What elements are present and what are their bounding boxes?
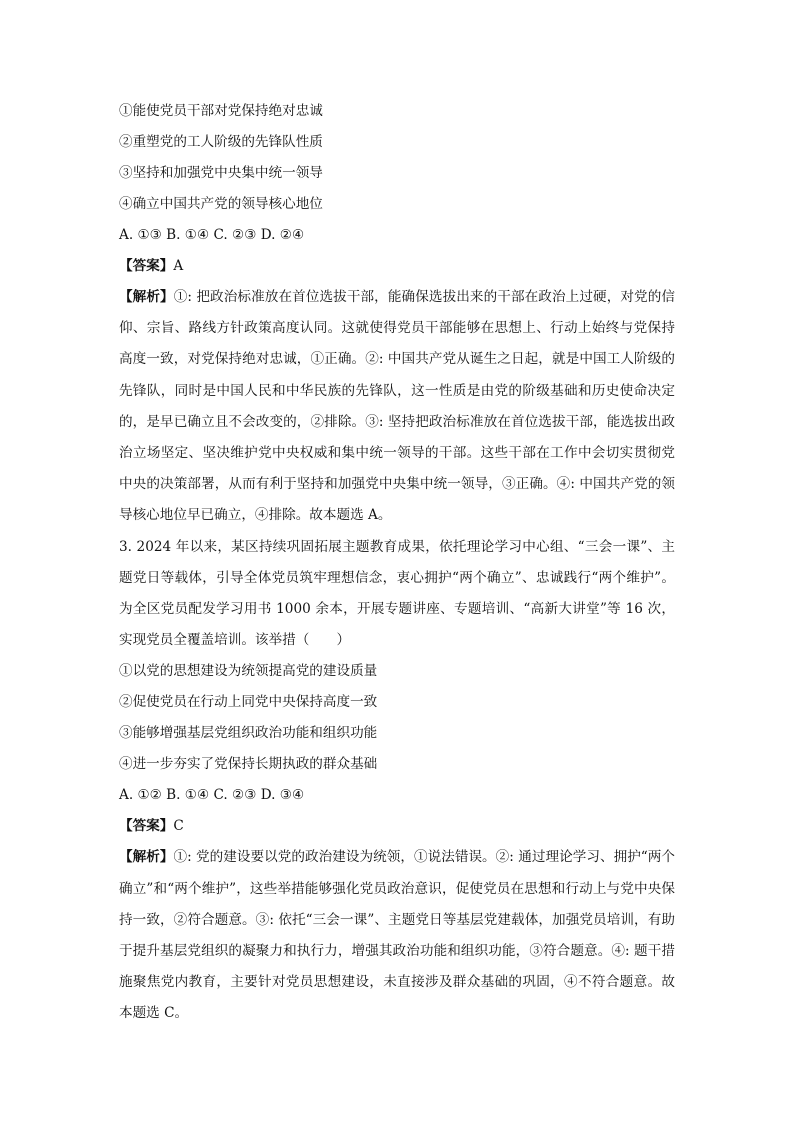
q2-answer (119, 251, 675, 282)
analysis-label: 【解析】 (119, 849, 174, 866)
analysis-text: ①: 党的建设要以党的政治建设为统领，①说法错误。②: 通过理论学习、拥护“两个确立”和“两个维护”，这些举措能够强化党员政治意识，促使党员在思想和行动上与党中央保持一致，②符合题意。③: 依托“三会一课”、主题党日等基层党建载体，加强党员培训，有助于提升基层党组织的凝聚力和执行力，增强其政治功能和组织功能，③符合题意。④: 题干措施聚焦党内教育，主要针对党员思想建设，未直接涉及群众基础的巩固，④不符合题意。故本题选 C。 (119, 849, 676, 1022)
q3-analysis (119, 842, 675, 1029)
q3-answer (119, 811, 675, 842)
q3-item-2: ②促使党员在行动上同党中央保持高度一致 (119, 694, 378, 711)
answer-label: 【答案】 (119, 818, 174, 835)
answer-value: C (173, 818, 184, 835)
q2-analysis (119, 282, 675, 532)
document-page (119, 96, 675, 1030)
q2-item-1: ①能使党员干部对党保持绝对忠诚 (119, 103, 323, 119)
q2-options: A. ①③ B. ①④ C. ②③ D. ②④ (119, 227, 305, 243)
answer-value: A (173, 258, 184, 274)
q2-item-4: ④确立中国共产党的领导核心地位 (119, 196, 323, 212)
q2-item-2: ②重塑党的工人阶级的先锋队性质 (119, 134, 323, 150)
q3-item-4: ④进一步夯实了党保持长期执政的群众基础 (119, 756, 378, 773)
q2-item-3: ③坚持和加强党中央集中统一领导 (119, 165, 323, 181)
q3-item-3: ③能够增强基层党组织政治功能和组织功能 (119, 725, 378, 742)
q3-stem: 3. 2024 年以来，某区持续巩固拓展主题教育成果，依托理论学习中心组、“三会一课”、主题党日等载体，引导全体党员筑牢理想信念，衷心拥护“两个确立”、忠诚践行“两个维护”。为全区党员配发学习用书 1000 余本，开展专题讲座、专题培训、“高新大讲堂”等 16 次，实现党员全覆盖培训。该举措（ ） (119, 538, 675, 649)
analysis-label: 【解析】 (119, 289, 174, 305)
q3-options: A. ①② B. ①④ C. ②③ D. ③④ (119, 787, 305, 804)
q3-item-1: ①以党的思想建设为统领提高党的建设质量 (119, 663, 378, 680)
analysis-text: ①: 把政治标准放在首位选拔干部，能确保选拔出来的干部在政治上过硬，对党的信仰、宗旨、路线方针政策高度认同。这就使得党员干部能够在思想上、行动上始终与党保持高度一致，对党保持绝对忠诚，①正确。②: 中国共产党从诞生之日起，就是中国工人阶级的先锋队，同时是中国人民和中华民族的先锋队，这一性质是由党的阶级基础和历史使命决定的，是早已确立且不会改变的，②排除。③: 坚持把政治标准放在首位选拔干部，能选拔出政治立场坚定、坚决维护党中央权威和集中统一领导的干部。这些干部在工作中会切实贯彻党中央的决策部署，从而有利于坚持和加强党中央集中统一领导，③正确。④: 中国共产党的领导核心地位早已确立，④排除。故本题选 A。 (119, 289, 676, 524)
answer-label: 【答案】 (119, 258, 174, 274)
